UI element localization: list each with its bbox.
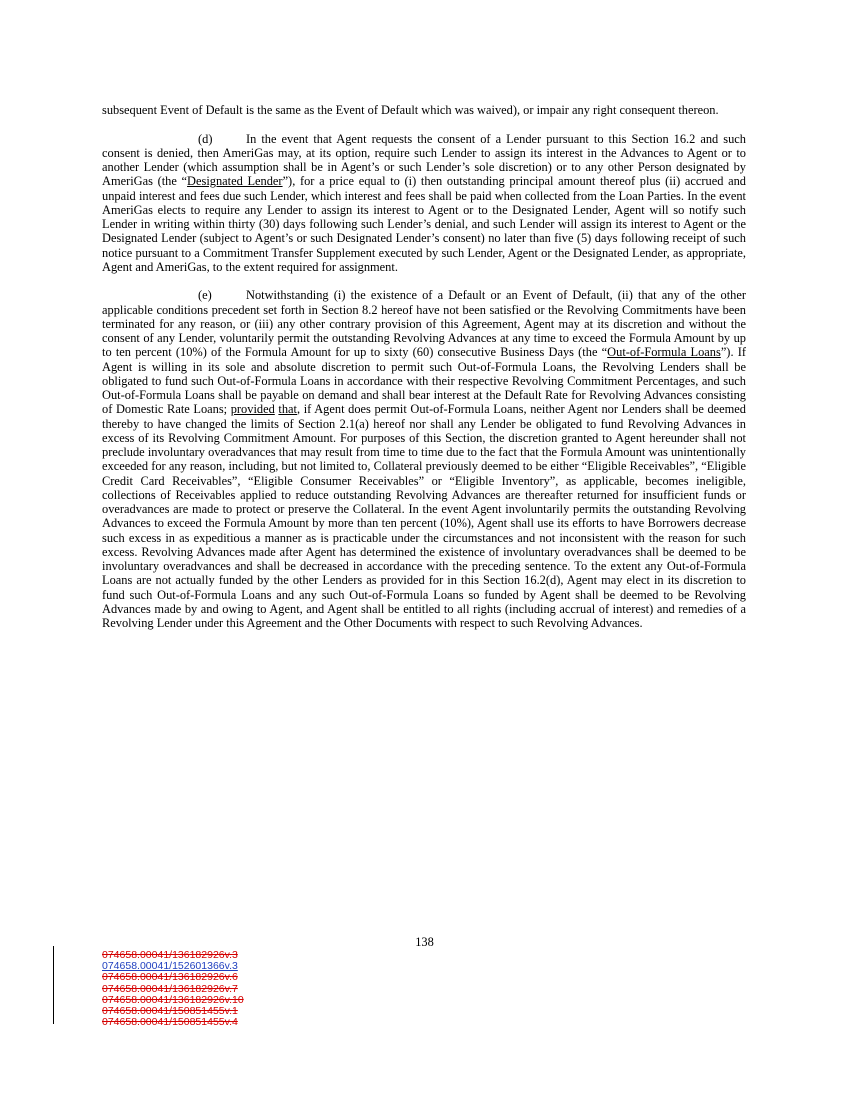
continuation-paragraph: subsequent Event of Default is the same as the Event of Default which was waived), or impair any right consequent thereon. [102, 103, 719, 117]
document-id: 074658.00041/136182926v.6 [102, 971, 238, 984]
document-id: 074658.00041/136182926v.7 [102, 982, 238, 995]
document-body [102, 103, 746, 645]
defined-term-out-of-formula-loans: Out-of-Formula Loans [607, 345, 721, 360]
paragraph-d-label: (d) [198, 131, 213, 146]
proviso-that: that [278, 402, 297, 417]
change-bar [53, 946, 54, 1024]
paragraph-e-text-2: ”). If Agent is willing in its sole and absolute discretion to permit such Out-of-Formula Loans, the Revolving Lenders shall be obligated to fund such Out-of-Formula Loans in accordance with their respective Revolving Commitment Percentages, and such Out-of-Formula Loans shall be payable on demand and shall bear interest at the Default Rate for Revolving Advances consisting of Domestic Rate Loans; [102, 345, 746, 417]
document-id: 074658.00041/150851455v.1 [102, 1005, 238, 1018]
defined-term-designated-lender: Designated Lender [187, 174, 283, 189]
document-id: 074658.00041/152601366v.3 [102, 960, 238, 973]
proviso-provided: provided [230, 402, 275, 417]
paragraph-e-text-3: , if Agent does permit Out-of-Formula Loans, neither Agent nor Lenders shall be deemed thereby to have changed the limits of Section 2.1(a) hereof nor shall any Lender be obligated to fund Revolving Advances in excess of its Revolving Commitment Amount. For purposes of this Section, the discretion granted to Agent hereunder shall not preclude involuntary overadvances that may result from time to time due to the fact that the Formula Amount was unintentionally exceeded for any reason, including, but not limited to, Collateral previously deemed to be either “Eligible Receivables”, “Eligible Credit Card Receivables”, “Eligible Consumer Receivables” or “Eligible Inventory”, as applicable, becomes ineligible, collections of Receivables applied to reduce outstanding Revolving Advances are thereafter returned for insufficient funds or overadvances are made to protect or preserve the Collateral. In the event Agent involuntarily permits the outstanding Revolving Advances to exceed the Formula Amount by more than ten percent (10%), Agent shall use its efforts to have Borrowers decrease such excess in as expeditious a manner as is practicable under the circumstances and not inconsistent with the reason for such excess. Revolving Advances made after Agent has determined the existence of involuntary overadvances shall be deemed to be involuntary overadvances and shall be decreased in accordance with the preceding sentence. To the extent any Out-of-Formula Loans are not actually funded by the other Lenders as provided for in this Section 16.2(d), Agent may elect in its discretion to fund such Out-of-Formula Loans and any such Out-of-Formula Loans so funded by Agent shall be deemed to be Revolving Advances made by and owing to Agent, and Agent shall be entitled to all rights (including accrual of interest) and remedies of a Revolving Lender under this Agreement and the Other Documents with respect to such Revolving Advances. [102, 402, 746, 630]
document-id: 074658.00041/136182926v.3 [102, 949, 238, 961]
document-id-list [102, 950, 244, 1028]
paragraph-d-text-1: In the event that Agent requests the consent of a Lender pursuant to this Section 16.2 and such consent is denied, then AmeriGas may, at its option, require such Lender to assign its interest in the Advances to Agent or to another Lender (which assumption shall be in Agent’s or such Lender’s sole discretion) or to any other Person designated by AmeriGas (the “ [102, 131, 746, 189]
paragraph-d [102, 132, 746, 275]
document-id: 074658.00041/136182926v.10 [102, 993, 244, 1006]
paragraph-e [102, 288, 746, 630]
document-id: 074658.00041/150851455v.4 [102, 1016, 238, 1029]
paragraph-e-label: (e) [198, 288, 212, 303]
paragraph-e-text-1: Notwithstanding (i) the existence of a Default or an Event of Default, (ii) that any of the other applicable conditions precedent set forth in Section 8.2 hereof have not been satisfied or the Revolving Commitments have been terminated for any reason, or (iii) any other contrary provision of this Agreement, Agent may at its discretion and without the consent of any Lender, voluntarily permit the outstanding Revolving Advances at any time to exceed the Formula Amount by up to ten percent (10%) of the Formula Amount for up to sixty (60) consecutive Business Days (the “ [102, 288, 746, 360]
page-number: 138 [415, 935, 434, 949]
paragraph-d-text-2: ”), for a price equal to (i) then outstanding principal amount thereof plus (ii) accrued and unpaid interest and fees due such Lender, which interest and fees shall be paid when collected from the Loan Parties. In the event AmeriGas elects to require any Lender to assign its interest to Agent or to the Designated Lender, Agent will so notify such Lender in writing within thirty (30) days following such Lender’s denial, and such Lender will assign its interest to Agent or the Designated Lender (subject to Agent’s or such Designated Lender’s consent) no later than five (5) days following receipt of such notice pursuant to a Commitment Transfer Supplement executed by such Lender, Agent or the Designated Lender, as appropriate, Agent and AmeriGas, to the extent required for assignment. [102, 174, 746, 274]
